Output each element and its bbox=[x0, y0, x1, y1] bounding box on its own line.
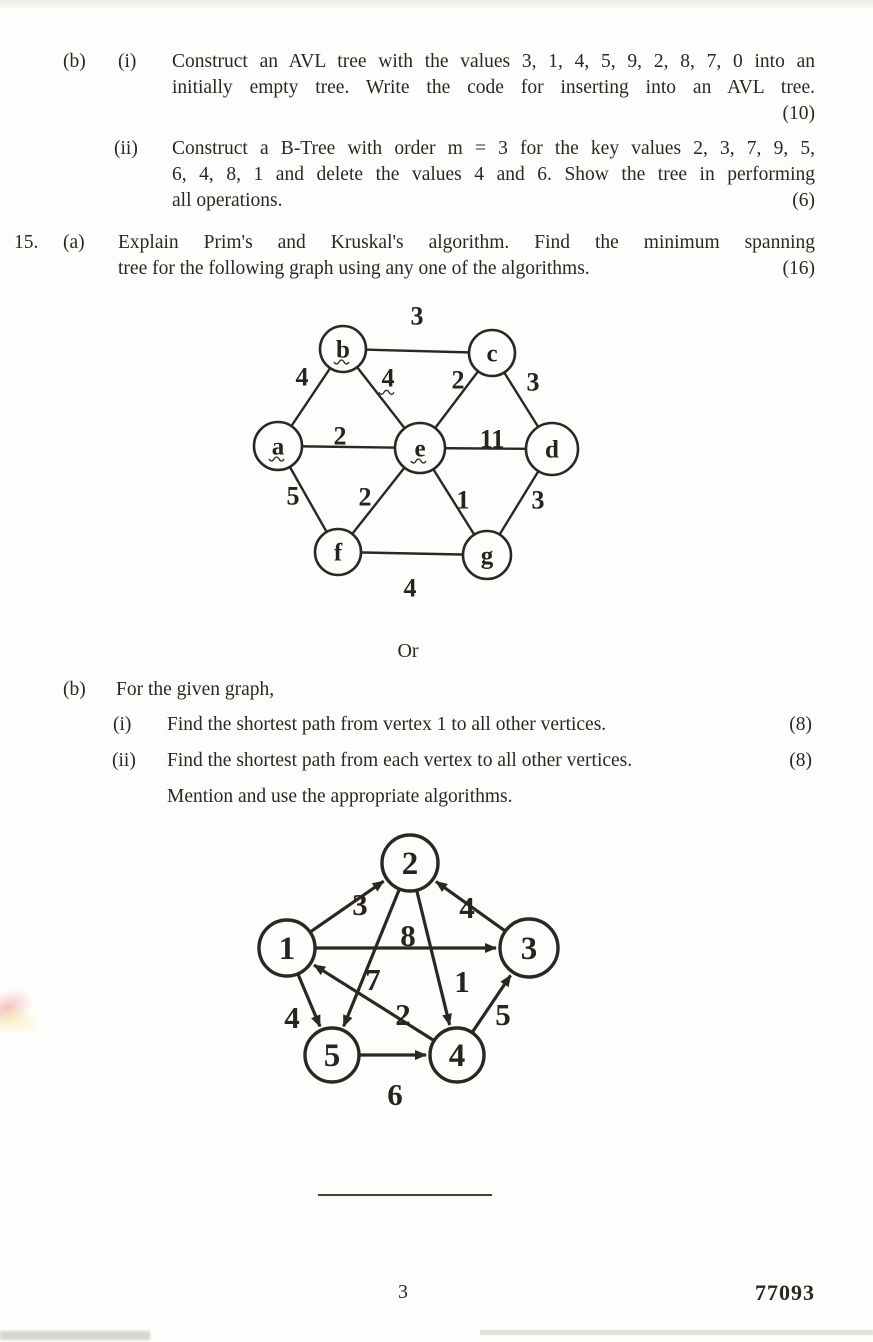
question-text-line: initially empty tree. Write the code for inserting into an AVL tree. bbox=[172, 77, 815, 98]
edge-weight-e-d: 11 bbox=[479, 424, 505, 454]
graph-node-label-b: b bbox=[336, 336, 350, 364]
marks-badge: (8) bbox=[789, 750, 812, 771]
part-i-label: (i) bbox=[113, 714, 132, 735]
scan-yellow-smudge bbox=[0, 1008, 42, 1034]
question-text-line: all operations. bbox=[172, 190, 283, 211]
edge-weight-4-3: 5 bbox=[495, 997, 511, 1033]
edge-weight-a-f: 5 bbox=[286, 481, 300, 511]
or-separator: Or bbox=[397, 640, 419, 662]
part-ii-label: (ii) bbox=[112, 750, 136, 771]
graph-node-label-1: 1 bbox=[278, 930, 296, 967]
edge-weight-5-4: 6 bbox=[387, 1077, 403, 1110]
question-mst bbox=[118, 230, 815, 284]
graph-node-label-c: c bbox=[486, 340, 498, 368]
graph-node-label-5: 5 bbox=[323, 1037, 341, 1074]
edge-weight-e-g: 1 bbox=[456, 485, 470, 515]
edge-weight-d-g: 3 bbox=[531, 485, 545, 515]
question-text-line: Find the shortest path from vertex 1 to all other vertices. bbox=[167, 714, 607, 735]
edge-weight-e-f: 2 bbox=[358, 482, 372, 512]
graph-node-label-2: 2 bbox=[401, 845, 419, 882]
graph-node-label-a: a bbox=[271, 433, 285, 461]
graph-node-label-d: d bbox=[545, 436, 559, 464]
question-text-line: Construct a B-Tree with order m = 3 for the key values 2, 3, 7, 9, 5, bbox=[172, 138, 815, 159]
edge-weight-b-c: 3 bbox=[410, 301, 424, 331]
graph-node-label-4: 4 bbox=[448, 1037, 466, 1074]
marks-badge: (10) bbox=[782, 103, 815, 124]
edge-weight-f-g: 4 bbox=[403, 573, 417, 603]
question-shortest-path-i bbox=[167, 712, 812, 738]
page-number: 3 bbox=[398, 1281, 408, 1303]
part-ii-label: (ii) bbox=[114, 138, 138, 159]
scan-edge-bottom-right bbox=[480, 1330, 873, 1335]
mst-graph-figure bbox=[230, 298, 620, 613]
question-number: 15. bbox=[14, 232, 39, 253]
footer-rule bbox=[318, 1194, 492, 1196]
edge-weight-1-2: 3 bbox=[352, 887, 368, 923]
edge-weight-b-e: 4 bbox=[381, 363, 395, 393]
part-i-label: (i) bbox=[118, 51, 137, 72]
question-text-line: tree for the following graph using any one of the algorithms. bbox=[118, 258, 590, 279]
edge-weight-a-b: 4 bbox=[295, 362, 309, 392]
edge-weight-a-e: 2 bbox=[333, 421, 347, 451]
question-text-line: Construct an AVL tree with the values 3, 1, 4, 5, 9, 2, 8, 7, 0 into an bbox=[172, 51, 815, 72]
marks-badge: (6) bbox=[792, 190, 815, 211]
question-text-line: Find the shortest path from each vertex to all other vertices. bbox=[167, 750, 633, 771]
directed-graph-figure bbox=[240, 825, 580, 1110]
question-15b-label: (b) bbox=[63, 679, 86, 700]
graph-edge-1-2 bbox=[311, 881, 384, 931]
marks-badge: (8) bbox=[789, 714, 812, 735]
graph-edge-2-4 bbox=[417, 891, 450, 1025]
question-b-label: (b) bbox=[63, 51, 86, 72]
edge-weight-3-2: 4 bbox=[459, 890, 475, 926]
edge-weight-1-3: 8 bbox=[400, 918, 416, 954]
edge-weight-2-4: 1 bbox=[454, 964, 470, 1000]
edge-weight-4-1: 2 bbox=[395, 997, 411, 1033]
paper-code: 77093 bbox=[755, 1280, 815, 1305]
question-text-line: Explain Prim's and Kruskal's algorithm. Find the minimum spanning bbox=[118, 232, 815, 253]
graph-node-label-f: f bbox=[333, 539, 343, 567]
edge-weight-2-5: 7 bbox=[365, 962, 381, 998]
scan-pink-smudge bbox=[0, 981, 39, 1029]
question-text-line: 6, 4, 8, 1 and delete the values 4 and 6. Show the tree in performing bbox=[172, 164, 815, 185]
question-b-tree bbox=[172, 136, 815, 216]
graph-node-label-g: g bbox=[480, 542, 494, 570]
question-note: Mention and use the appropriate algorithms. bbox=[167, 786, 513, 807]
question-15a-label: (a) bbox=[63, 232, 85, 253]
marks-badge: (16) bbox=[782, 258, 815, 279]
graph-edge-1-5 bbox=[298, 975, 320, 1027]
scan-edge-top bbox=[0, 0, 873, 10]
graph-node-label-3: 3 bbox=[520, 930, 538, 967]
edge-weight-c-d: 3 bbox=[526, 367, 540, 397]
graph-node-label-e: e bbox=[414, 435, 426, 463]
edge-weight-c-e: 2 bbox=[451, 365, 465, 395]
question-15b-intro: For the given graph, bbox=[116, 679, 275, 700]
question-shortest-path-ii bbox=[167, 748, 812, 774]
scan-edge-bottom-left bbox=[0, 1331, 150, 1340]
edge-weight-1-5: 4 bbox=[284, 1000, 300, 1036]
